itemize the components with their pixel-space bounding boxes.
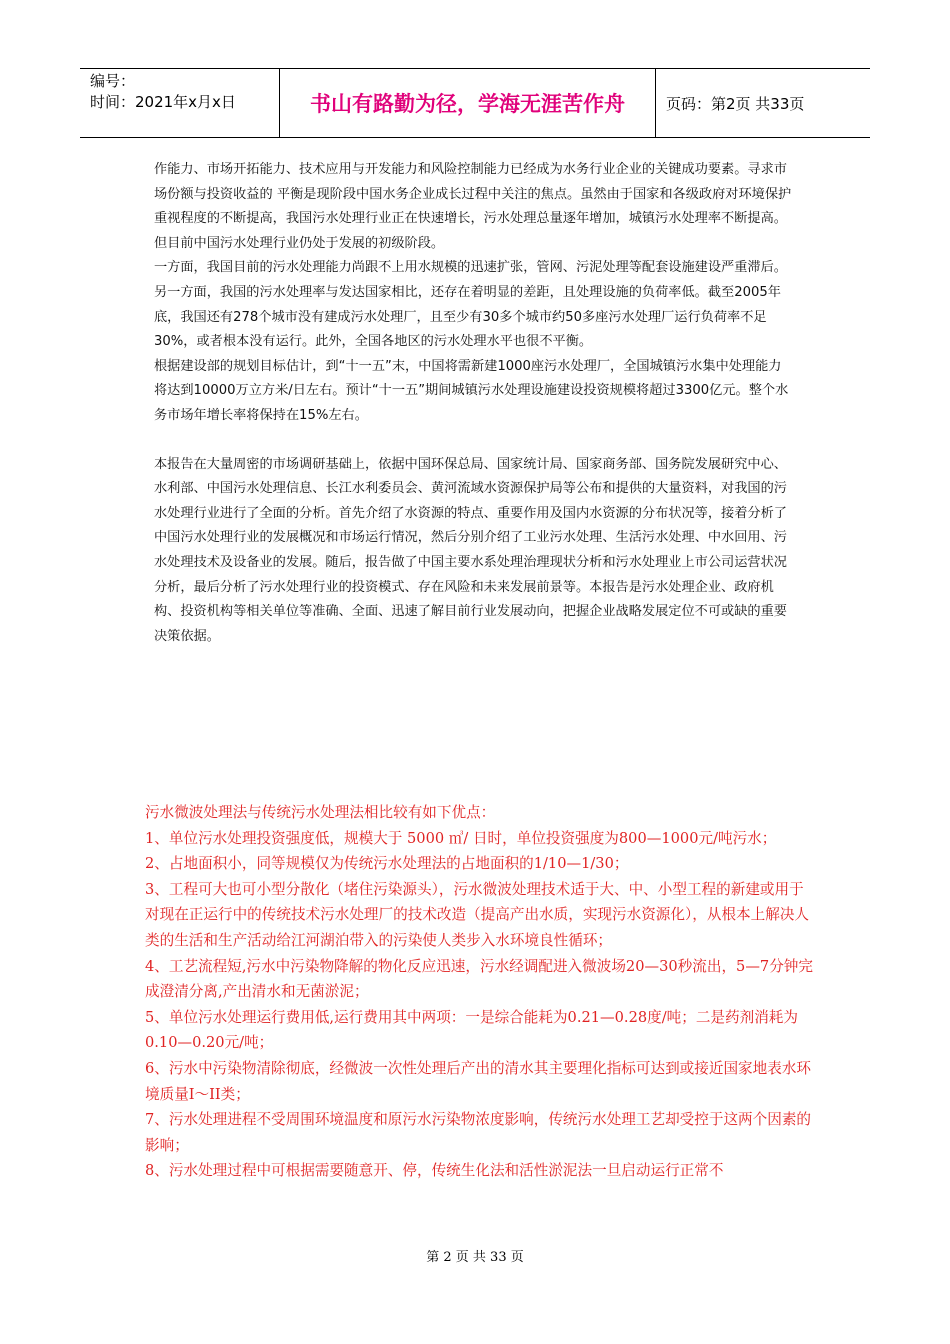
advantages-section — [145, 800, 815, 1184]
header-motto: 书山有路勤为径，学海无涯苦作舟 — [280, 69, 656, 137]
advantage-item: 7、污水处理进程不受周围环境温度和原污水污染物浓度影响，传统污水处理工艺却受控于这两个因素的影响； — [145, 1111, 812, 1154]
doc-date: 时间：2021年x月x日 — [90, 93, 236, 111]
paragraph: 根据建设部的规划目标估计，到“十一五”末，中国将需新建1000座污水处理厂，全国城镇污水集中处理能力将达到10000万立方米/日左右。预计“十一五”期间城镇污水处理设施建设投资规模将超过3300亿元。整个水务市场年增长率将保持在15%左右。 — [154, 358, 789, 423]
header-meta — [80, 69, 280, 137]
advantage-item: 3、工程可大也可小型分散化（堵住污染源头），污水微波处理技术适于大、中、小型工程的新建或用于对现在正运行中的传统技术污水处理厂的技术改造（提高产出水质，实现污水资源化），从根本上解决人类的生活和生产活动给江河湖泊带入的污染使人类步入水环境良性循环； — [145, 880, 810, 949]
page-header — [80, 68, 870, 138]
doc-number: 编号： — [90, 72, 136, 90]
advantage-item: 1、单位污水处理投资强度低，规模大于 5000 ㎥/ 日时，单位投资强度为800—1000元/吨污水； — [145, 829, 777, 847]
advantage-item: 4、工艺流程短,污水中污染物降解的物化反应迅速，污水经调配进入微波场20—30秒流出，5—7分钟完成澄清分离,产出清水和无菌淤泥； — [145, 957, 813, 1001]
advantages-heading: 污水微波处理法与传统污水处理法相比较有如下优点： — [145, 804, 496, 821]
header-page-info: 页码：第2页 共33页 — [666, 94, 805, 113]
advantage-item: 5、单位污水处理运行费用低,运行费用其中两项：一是综合能耗为0.21—0.28度/吨；二是药剂消耗为0.10—0.20元/吨； — [145, 1008, 798, 1052]
paragraph: 本报告在大量周密的市场调研基础上，依据中国环保总局、国家统计局、国家商务部、国务院发展研究中心、水利部、中国污水处理信息、长江水利委员会、黄河流域水资源保护局等公布和提供的大量资料，对我国的污水处理行业进行了全面的分析。首先介绍了水资源的特点、重要作用及国内水资源的分布状况等，接着分析了中国污水处理行业的发展概况和市场运行情况，然后分别介绍了工业污水处理、生活污水处理、中水回用、污水处理技术及设备业的发展。随后，报告做了中国主要水系处理治理现状分析和污水处理业上市公司运营状况分析，最后分析了污水处理行业的投资模式、存在风险和未来发展前景等。本报告是污水处理企业、政府机构、投资机构等相关单位等准确、全面、迅速了解目前行业发展动向，把握企业战略发展定位不可或缺的重要决策依据。 — [154, 456, 787, 644]
paragraph: 一方面，我国目前的污水处理能力尚跟不上用水规模的迅速扩张，管网、污泥处理等配套设施建设严重滞后。另一方面，我国的污水处理率与发达国家相比，还存在着明显的差距，且处理设施的负荷率低。截至2005年底，我国还有278个城市没有建成污水处理厂，且至少有30多个城市约50多座污水处理厂运行负荷率不足30%，或者根本没有运行。此外，全国各地区的污水处理水平也很不平衡。 — [154, 260, 787, 350]
page-footer: 第 2 页 共 33 页 — [426, 1250, 524, 1265]
advantage-item: 2、占地面积小，同等规模仅为传统污水处理法的占地面积的1/10—1/30； — [145, 855, 629, 873]
advantage-item: 6、污水中污染物清除彻底，经微波一次性处理后产出的清水其主要理化指标可达到或接近国家地表水环境质量I～II类； — [145, 1059, 812, 1103]
body-text — [154, 158, 794, 649]
advantage-item: 8、污水处理过程中可根据需要随意开、停，传统生化法和活性淤泥法一旦启动运行正常不 — [145, 1162, 724, 1180]
paragraph: 作能力、市场开拓能力、技术应用与开发能力和风险控制能力已经成为水务行业企业的关键成功要素。寻求市场份额与投资收益的 平衡是现阶段中国水务企业成长过程中关注的焦点。虽然由于国家和各级政府对环境保护重视程度的不断提高，我国污水处理行业正在快速增长，污水处理总量逐年增加，城镇污水处理率不断提高。但目前中国污水处理行业仍处于发展的初级阶段。 — [154, 162, 792, 251]
